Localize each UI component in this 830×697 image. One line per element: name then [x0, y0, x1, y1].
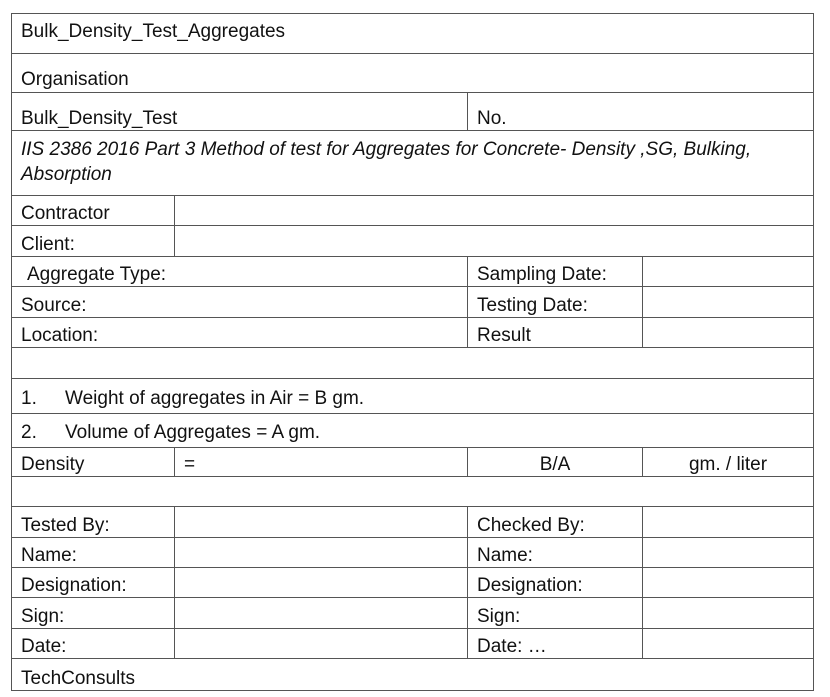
density-label: Density: [21, 454, 85, 475]
step-row: [12, 379, 813, 414]
location-label: Location:: [21, 325, 99, 346]
tested-sign-field[interactable]: [174, 598, 467, 628]
density-row: [12, 448, 813, 477]
standard-reference: IIS 2386 2016 Part 3 Method of test for Aggregates for Concrete- Density ,SG, Bulking, Absorption: [21, 139, 752, 185]
contractor-field[interactable]: [174, 196, 813, 225]
date-row: [12, 629, 813, 659]
checked-by-label: Checked By:: [467, 507, 642, 537]
aggregate-type-row: [12, 257, 813, 287]
organisation-label: Organisation: [21, 69, 129, 90]
contractor-row: [12, 196, 813, 226]
density-equals: =: [174, 448, 467, 476]
number-label: No.: [477, 108, 507, 129]
blank-cell: [12, 348, 813, 378]
result-label: Result: [467, 318, 642, 347]
checked-sign-label: Sign:: [467, 598, 642, 628]
tested-by-label: Tested By:: [21, 515, 110, 536]
footer-company: TechConsults: [21, 668, 136, 689]
contractor-label: Contractor: [21, 203, 110, 224]
source-label: Source:: [21, 295, 87, 316]
client-label: Client:: [21, 234, 75, 255]
tested-date-field[interactable]: [174, 629, 467, 658]
blank-cell: [12, 477, 813, 506]
footer-row: [12, 659, 813, 690]
checked-name-label: Name:: [467, 538, 642, 567]
tested-date-label: Date:: [21, 636, 67, 657]
organisation-row: [12, 54, 813, 93]
test-name: Bulk_Density_Test: [21, 108, 178, 129]
test-name-row: [12, 93, 813, 131]
client-row: [12, 226, 813, 257]
designation-row: [12, 568, 813, 598]
spacer-row: [12, 477, 813, 507]
spacer-row: [12, 348, 813, 379]
number-field[interactable]: [467, 93, 813, 130]
step-item: [12, 414, 813, 447]
testing-date-field[interactable]: [642, 287, 813, 317]
location-row: [12, 318, 813, 348]
checked-date-label: Date: …: [467, 629, 642, 658]
density-unit: gm. / liter: [642, 448, 813, 476]
step-text: Weight of aggregates in Air = B gm.: [65, 388, 365, 409]
checked-designation-field[interactable]: [642, 568, 813, 597]
title-row: [12, 14, 813, 54]
tested-designation-field[interactable]: [174, 568, 467, 597]
source-row: [12, 287, 813, 318]
sign-row: [12, 598, 813, 629]
testing-date-label: Testing Date:: [467, 287, 642, 317]
checked-sign-field[interactable]: [642, 598, 813, 628]
aggregate-type-label: Aggregate Type:: [27, 264, 167, 285]
form-title: Bulk_Density_Test_Aggregates: [21, 21, 286, 42]
bulk-density-form: [11, 13, 814, 691]
standard-row: [12, 131, 813, 196]
checked-date-field[interactable]: [642, 629, 813, 658]
sampling-date-field[interactable]: [642, 257, 813, 286]
density-formula: B/A: [467, 448, 642, 476]
step-row: [12, 414, 813, 448]
client-field[interactable]: [174, 226, 813, 256]
step-text: Volume of Aggregates = A gm.: [65, 422, 321, 443]
tested-sign-label: Sign:: [21, 606, 65, 627]
name-row: [12, 538, 813, 568]
tested-name-field[interactable]: [174, 538, 467, 567]
tested-by-field[interactable]: [174, 507, 467, 537]
result-field[interactable]: [642, 318, 813, 347]
checked-name-field[interactable]: [642, 538, 813, 567]
tested-name-label: Name:: [21, 545, 77, 566]
step-item: [12, 379, 813, 413]
checked-designation-label: Designation:: [467, 568, 642, 597]
checked-by-field[interactable]: [642, 507, 813, 537]
signoff-header-row: [12, 507, 813, 538]
step-number: 1.: [21, 388, 37, 409]
sampling-date-label: Sampling Date:: [467, 257, 642, 286]
step-number: 2.: [21, 422, 37, 443]
tested-designation-label: Designation:: [21, 575, 127, 596]
